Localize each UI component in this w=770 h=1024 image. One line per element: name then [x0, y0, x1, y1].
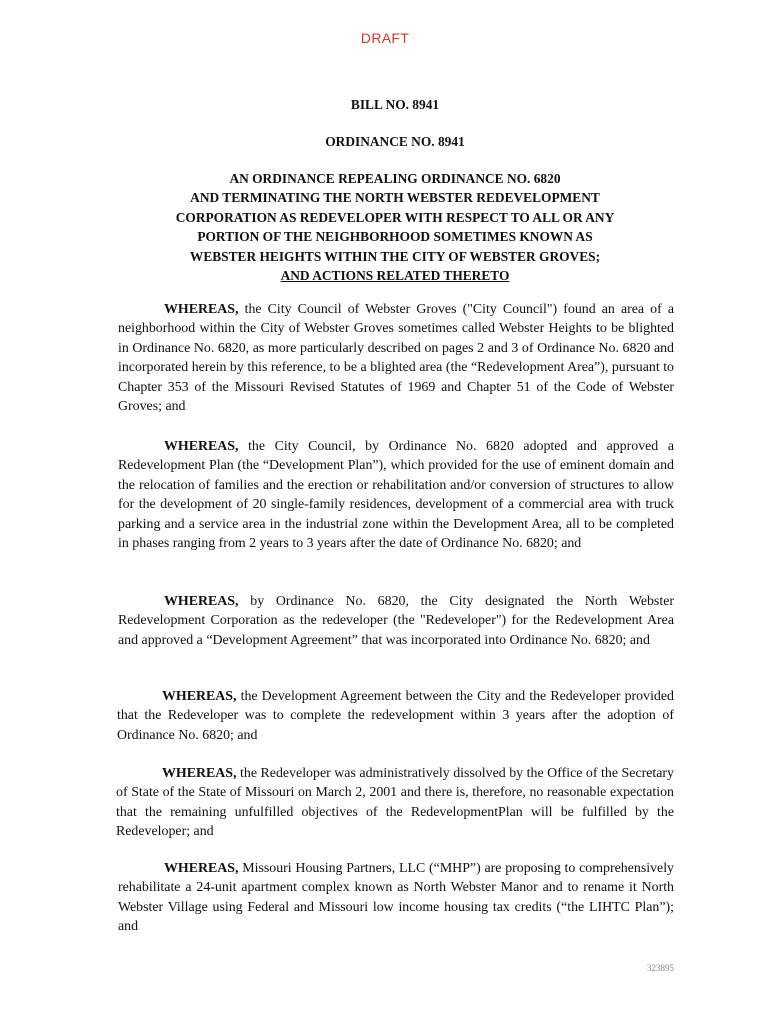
whereas-paragraph-1	[118, 300, 674, 416]
whereas-paragraph-4	[117, 687, 674, 745]
paragraph-text: Missouri Housing Partners, LLC (“MHP”) are proposing to comprehensively rehabilitate a 24-unit apartment complex known as North Webster Manor and to rename it North Webster Village using Federal and Missouri low income housing tax credits (“the LIHTC Plan”); and	[118, 861, 674, 935]
whereas-paragraph-3	[118, 592, 674, 650]
ordinance-number: ORDINANCE NO. 8941	[325, 134, 465, 149]
title-line: AN ORDINANCE REPEALING ORDINANCE NO. 6820	[229, 171, 561, 186]
title-line: CORPORATION AS REDEVELOPER WITH RESPECT TO ALL OR ANY	[175, 209, 615, 225]
whereas-paragraph-5	[116, 764, 674, 842]
whereas-lead: WHEREAS,	[164, 594, 239, 609]
bill-number: BILL NO. 8941	[350, 97, 440, 112]
paragraph-text: the City Council of Webster Groves ("City Council") found an area of a neighborhood within the City of Webster Groves sometimes called Webster Heights to be blighted in Ordinance No. 6820, as more particularly described on pages 2 and 3 of Ordinance No. 6820 and incorporated herein by this reference, to be a blighted area (the “Redevelopment Area”), pursuant to Chapter 353 of the Missouri Revised Statutes of 1969 and Chapter 51 of the Code of Webster Groves; and	[118, 302, 674, 415]
document-number: 323895	[647, 963, 674, 973]
paragraph-text: the City Council, by Ordinance No. 6820 adopted and approved a Redevelopment Plan (the “Development Plan”), which provided for the use of eminent domain and the relocation of families and the erection or rehabilitation and/or conversion of structures to allow for the development of 20 single-family residences, development of a commercial area with truck parking and a service area in the industrial zone within the Development Area, all to be completed in phases ranging from 2 years to 3 years after the date of Ordinance No. 6820; and	[118, 439, 674, 552]
whereas-paragraph-6	[118, 859, 674, 937]
whereas-lead: WHEREAS,	[164, 439, 239, 454]
whereas-lead: WHEREAS,	[164, 861, 239, 876]
whereas-lead: WHEREAS,	[164, 302, 239, 317]
paragraph-text: by Ordinance No. 6820, the City designated the North Webster Redevelopment Corporation as the redeveloper (the "Redeveloper") for the Redevelopment Area and approved a “Development Agreement” that was incorporated into Ordinance No. 6820; and	[118, 594, 674, 648]
title-line: AND TERMINATING THE NORTH WEBSTER REDEVELOPMENT	[190, 190, 600, 206]
whereas-paragraph-2	[118, 437, 674, 553]
title-line-underlined: AND ACTIONS RELATED THERETO	[280, 268, 510, 284]
title-line: PORTION OF THE NEIGHBORHOOD SOMETIMES KNOWN AS	[197, 229, 593, 245]
draft-watermark: DRAFT	[360, 30, 410, 46]
paragraph-text: the Redeveloper was administratively dissolved by the Office of the Secretary of State of the State of Missouri on March 2, 2001 and there is, therefore, no reasonable expectation that the remaining unfulfilled objectives of the RedevelopmentPlan will be fulfilled by the Redeveloper; and	[116, 766, 674, 840]
ordinance-title	[0, 169, 770, 285]
whereas-lead: WHEREAS,	[162, 766, 237, 781]
paragraph-text: the Development Agreement between the City and the Redeveloper provided that the Redeveloper was to complete the redevelopment within 3 years after the adoption of Ordinance No. 6820; and	[117, 689, 674, 743]
whereas-lead: WHEREAS,	[162, 689, 237, 704]
title-line: WEBSTER HEIGHTS WITHIN THE CITY OF WEBSTER GROVES;	[189, 248, 601, 264]
